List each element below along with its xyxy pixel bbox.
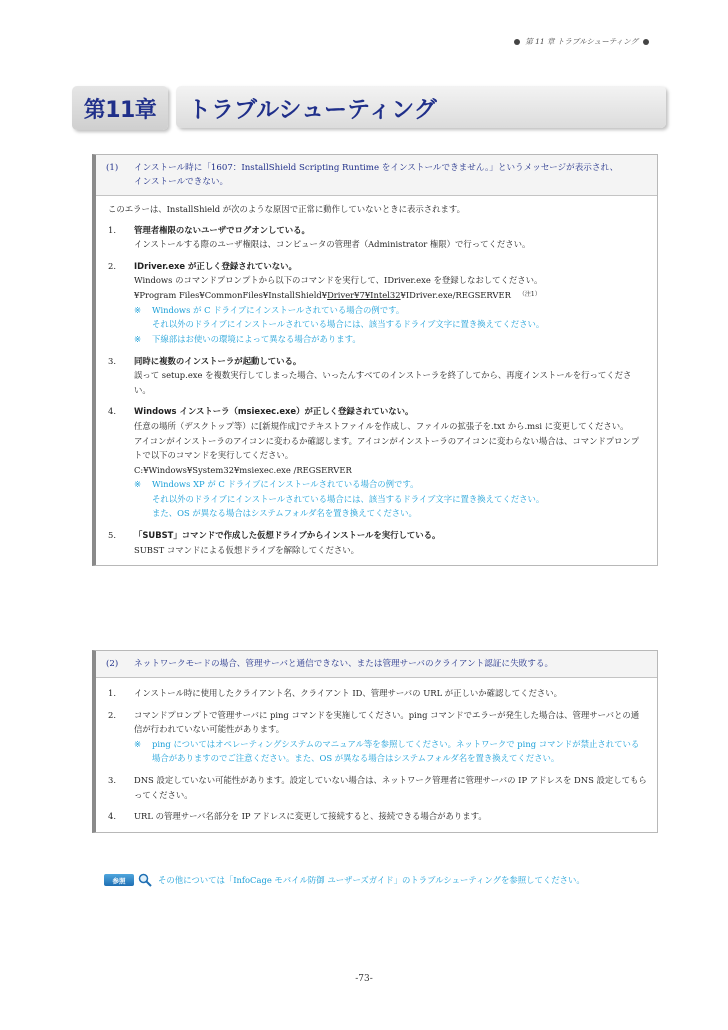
item-title: 同時に複数のインストーラが起動している。	[134, 355, 302, 366]
question-1	[96, 155, 657, 196]
item-title: Windows インストーラ（msiexec.exe）が正しく登録されていない。	[134, 406, 414, 417]
note-text: それ以外のドライブにインストールされている場合には、該当するドライブ文字に置き換えてください。	[152, 319, 545, 330]
page-number: -73-	[355, 974, 373, 984]
item-text: 任意の場所（デスクトップ等）に[新規作成]でテキストファイルを作成し、ファイルの拡張子を.txt から.msi に変更してください。	[134, 420, 629, 431]
question-text: インストール時に「1607：InstallShield Scripting Runtime をインストールできません。」というメッセージが表示され、	[134, 163, 619, 173]
chapter-title: トラブルシューティング	[176, 86, 666, 128]
qa-box-1	[92, 154, 658, 566]
reference-badge: 参照	[104, 874, 134, 886]
item-text: アイコンがインストーラのアイコンに変わるか確認します。アイコンがインストーラのアイコンに変わらない場合は、コマンドプロンプトで以下のコマンドを実行してください。	[134, 435, 640, 461]
item-text: SUBST コマンドによる仮想ドライブを解除してください。	[134, 544, 360, 555]
item-number: 1.	[108, 224, 116, 235]
item-title: IDriver.exe が正しく登録されていない。	[134, 260, 297, 271]
item-number: 2.	[108, 260, 116, 271]
answer-intro: このエラーは、InstallShield が次のような原因で正常に動作していないときに表示されます。	[108, 204, 466, 214]
item-number: 2.	[108, 709, 116, 720]
item-number: 1.	[108, 688, 116, 698]
item-number: 5.	[108, 530, 116, 541]
item-title: 管理者権限のないユーザでログオンしている。	[134, 224, 310, 235]
note-text: また、OS が異なる場合はシステムフォルダ名を置き換えてください。	[152, 508, 417, 519]
note	[134, 737, 647, 766]
item-text: インストールする際のユーザ権限は、コンピュータの管理者（Administrator 権限）で行ってください。	[134, 239, 531, 250]
list-item	[108, 223, 647, 252]
note	[134, 477, 647, 492]
item-text: Windows のコマンドプロンプトから以下のコマンドを実行して、IDriver.exe を登録しなおしてください。	[134, 275, 543, 286]
note	[134, 303, 647, 318]
item-text: インストール時に使用したクライアント名、クライアント ID、管理サーバの URL が正しいか確認してください。	[134, 688, 563, 698]
reference-text: その他については「InfoCage モバイル防御 ユーザーズガイド」のトラブルシューティングを参照してください。	[158, 875, 585, 885]
note-mark: ※	[134, 738, 142, 749]
command-variable-part: Driver¥7¥Intel32	[327, 289, 401, 300]
item-text: コマンドプロンプトで管理サーバに ping コマンドを実施してください。ping コマンドでエラーが発生した場合は、管理サーバとの通信が行われていない可能性があります。	[134, 709, 640, 735]
list-item	[108, 708, 647, 766]
command-line	[134, 288, 647, 303]
command-text: ¥IDriver.exe/REGSERVER	[400, 289, 511, 300]
command-line: C:¥Windows¥System32¥msiexec.exe /REGSERVER	[134, 464, 352, 475]
note-mark: ※	[134, 479, 142, 490]
reference-note	[104, 873, 585, 887]
list-item	[108, 528, 647, 557]
item-number: 4.	[108, 406, 116, 417]
list-item	[108, 354, 647, 398]
note-text: それ以外のドライブにインストールされている場合には、該当するドライブ文字に置き換えてください。	[152, 493, 545, 504]
item-number: 4.	[108, 811, 116, 822]
qa-box-2	[92, 650, 658, 833]
list-item	[108, 773, 647, 802]
note	[134, 332, 647, 347]
running-header	[509, 36, 654, 47]
item-number: 3.	[108, 355, 116, 366]
item-number: 3.	[108, 774, 116, 785]
list-item	[108, 404, 647, 521]
command-text: ¥Program Files¥CommonFiles¥InstallShield¥	[134, 289, 328, 300]
item-text: DNS 設定していない可能性があります。設定していない場合は、ネットワーク管理者に管理サーバの IP アドレスを DNS 設定してもらってください。	[134, 774, 647, 800]
chapter-number: 第11章	[72, 86, 168, 130]
question-number: (1)	[106, 163, 119, 173]
question-text: インストールできない。	[134, 177, 229, 187]
bullet-icon	[514, 39, 520, 45]
list-item	[108, 259, 647, 347]
note-text: Windows XP が C ドライブにインストールされている場合の例です。	[152, 479, 419, 490]
note-mark: ※	[134, 333, 142, 344]
note-text: ping についてはオペレーティングシステムのマニュアル等を参照してください。ネットワークで ping コマンドが禁止されている場合がありますのでご注意ください。また、OS が異なる場合はシステムフォルダ名を置き換えてください。	[152, 738, 640, 764]
magnifier-icon	[138, 873, 152, 887]
question-text: ネットワークモードの場合、管理サーバと通信できない、または管理サーバのクライアント認証に失敗する。	[134, 659, 554, 669]
list-item	[108, 686, 647, 701]
footnote-ref: （注1）	[518, 291, 541, 299]
question-number: (2)	[106, 659, 119, 669]
item-text: URL の管理サーバ名部分を IP アドレスに変更して接続すると、接続できる場合があります。	[134, 811, 487, 822]
note-text: 下線部はお使いの環境によって異なる場合があります。	[152, 333, 361, 344]
list-item	[108, 809, 647, 824]
bullet-icon	[643, 39, 649, 45]
item-text: 誤って setup.exe を複数実行してしまった場合、いったんすべてのインストーラを終了してから、再度インストールを行ってください。	[134, 370, 632, 395]
item-title: 「SUBST」コマンドで作成した仮想ドライブからインストールを実行している。	[134, 530, 441, 541]
note-mark: ※	[134, 304, 142, 315]
note-text: Windows が C ドライブにインストールされている場合の例です。	[152, 304, 405, 315]
question-2	[96, 651, 657, 678]
running-header-title: 第 11 章 トラブルシューティング	[525, 37, 638, 46]
